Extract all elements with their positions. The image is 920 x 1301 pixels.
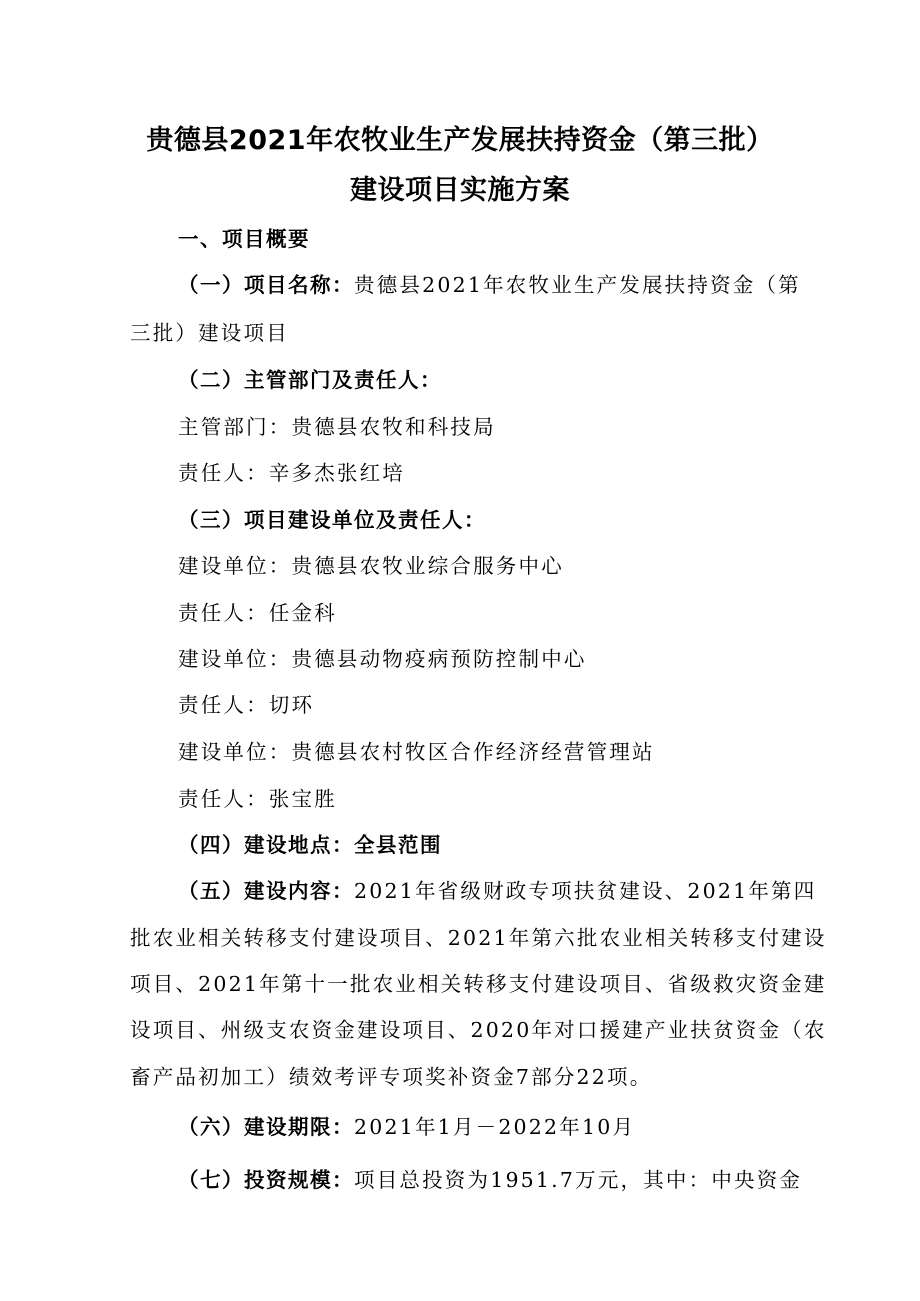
- text-department: 主管部门：贵德县农牧和科技局: [178, 415, 496, 439]
- text-unit-2-person: 责任人：切环: [178, 693, 315, 717]
- document-title-line-2: 建设项目实施方案: [350, 175, 570, 206]
- document-title-line-1: 贵德县2021年农牧业生产发展扶持资金（第三批）: [146, 125, 774, 156]
- label-content: （五）建设内容：: [178, 879, 354, 903]
- text-project-name-a: 贵德县2021年农牧业生产发展扶持资金（第: [354, 273, 801, 297]
- text-content-e: 畜产品初加工）绩效考评专项奖补资金7部分22项。: [130, 1065, 653, 1089]
- paragraph-project-name: [178, 268, 801, 298]
- text-unit-3: 建设单位：贵德县农村牧区合作经济经营管理站: [178, 740, 655, 764]
- text-project-name-b: 三批）建设项目: [130, 321, 289, 345]
- label-period: （六）建设期限：: [178, 1115, 354, 1139]
- paragraph-investment: [178, 1163, 802, 1193]
- text-unit-2: 建设单位：贵德县动物疫病预防控制中心: [178, 647, 587, 671]
- section-heading-overview: 一、项目概要: [178, 227, 310, 251]
- text-period: 2021年1月－2022年10月: [354, 1115, 636, 1139]
- label-location: （四）建设地点：全县范围: [178, 833, 442, 857]
- text-content-a: 2021年省级财政专项扶贫建设、2021年第四: [354, 879, 817, 903]
- text-unit-3-person: 责任人：张宝胜: [178, 787, 337, 811]
- text-content-c: 项目、2021年第十一批农业相关转移支付建设项目、省级救灾资金建: [130, 972, 827, 996]
- text-investment: 项目总投资为1951.7万元，其中：中央资金: [354, 1168, 803, 1192]
- label-department: （二）主管部门及责任人：: [178, 368, 442, 392]
- paragraph-content: [178, 874, 816, 904]
- text-content-d: 设项目、州级支农资金建设项目、2020年对口援建产业扶贫资金（农: [130, 1018, 827, 1042]
- text-content-b: 批农业相关转移支付建设项目、2021年第六批农业相关转移支付建设: [130, 926, 827, 950]
- label-investment: （七）投资规模：: [178, 1168, 354, 1192]
- text-unit-1-person: 责任人：任金科: [178, 601, 337, 625]
- text-department-person: 责任人：辛多杰张红培: [178, 461, 405, 485]
- paragraph-period: [178, 1110, 635, 1140]
- label-project-name: （一）项目名称：: [178, 273, 354, 297]
- label-construction-units: （三）项目建设单位及责任人：: [178, 508, 486, 532]
- text-unit-1: 建设单位：贵德县农牧业综合服务中心: [178, 554, 564, 578]
